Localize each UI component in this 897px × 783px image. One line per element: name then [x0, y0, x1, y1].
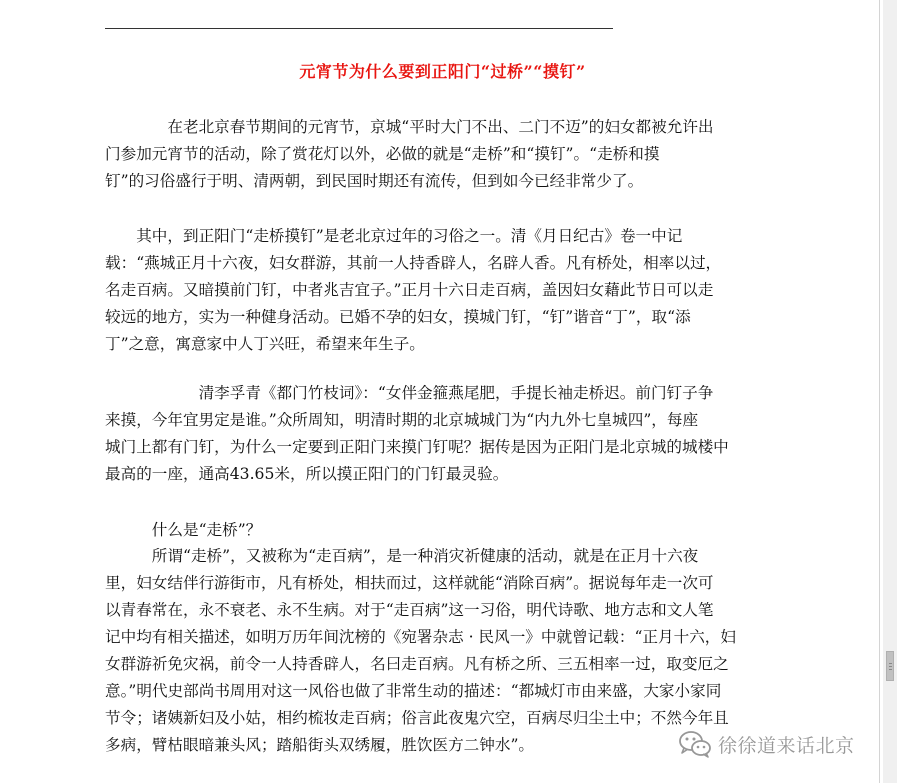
- text-line: 什么是“走桥”？: [105, 521, 262, 539]
- text-line: 较远的地方，实为一种健身活动。已婚不孕的妇女，摸城门钉，“钉”谐音“丁”，取“添: [105, 308, 691, 326]
- text-line: 钉”的习俗盛行于明、清两朝，到民国时期还有流传，但到如今已经非常少了。: [105, 172, 644, 190]
- text-line: 多病，臂枯眼暗兼头风；踏船街头双绣履，胜饮医方二钟水”。: [105, 736, 535, 754]
- watermark: [678, 727, 855, 761]
- text-line: 记中均有相关描述，如明万历年间沈榜的《宛署杂志 · 民风一》中就曾记载：“正月十六，妇: [105, 628, 736, 646]
- text-line: 里，妇女结伴行游街市，凡有桥处，相扶而过，这样就能“消除百病”。据说每年走一次可: [105, 574, 714, 592]
- text-line: 在老北京春节期间的元宵节，京城“平时大门不出、二门不迈”的妇女都被允许出: [105, 118, 714, 136]
- vertical-scrollbar[interactable]: [883, 0, 897, 783]
- article-title: 元宵节为什么要到正阳门“过桥”“摸钉”: [299, 62, 586, 81]
- text-line: 意。”明代史部尚书周用对这一风俗也做了非常生动的描述：“都城灯市由来盛，大家小家同: [105, 682, 722, 700]
- text-line: 所谓“走桥”，又被称为“走百病”，是一种消灾祈健康的活动，就是在正月十六夜: [105, 547, 699, 565]
- paragraph-3: [105, 380, 785, 488]
- paragraph-1: [105, 114, 785, 195]
- text-line: 女群游祈免灾祸，前令一人持香辟人，名曰走百病。凡有桥之所、三五相率一过，取变厄之: [105, 655, 729, 673]
- text-line: 丁”之意，寓意家中人丁兴旺，希望来年生子。: [105, 335, 425, 353]
- paragraph-2: [105, 223, 785, 358]
- text-line: 节令；诸姨新妇及小姑，相约梳妆走百病；俗言此夜鬼穴空，百病尽归尘土中；不然今年且: [105, 709, 729, 727]
- text-line: 载：“燕城正月十六夜，妇女群游，其前一人持香辟人，名辟人香。凡有桥处，相率以过，: [105, 254, 722, 272]
- text-line: 以青春常在，永不衰老、永不生病。对于“走百病”这一习俗，明代诗歌、地方志和文人笔: [105, 601, 714, 619]
- text-line: 清李孚青《都门竹枝词》：“女伴金箍燕尾肥，手提长袖走桥迟。前门钉子争: [105, 384, 714, 402]
- text-line: 来摸，今年宜男定是谁。”众所周知，明清时期的北京城城门为“内九外七皇城四”，每座: [105, 411, 699, 429]
- watermark-text: 徐徐道来话北京: [718, 734, 855, 757]
- text-line: 门参加元宵节的活动，除了赏花灯以外，必做的就是“走桥”和“摸钉”。“走桥和摸: [105, 145, 660, 163]
- top-divider: [105, 28, 613, 29]
- page-border: [879, 0, 880, 783]
- text-line: 城门上都有门钉，为什么一定要到正阳门来摸门钉呢？据传是因为正阳门是北京城的城楼中: [105, 438, 729, 456]
- text-line: 最高的一座，通高43.65米，所以摸正阳门的门钉最灵验。: [105, 465, 509, 483]
- scrollbar-thumb[interactable]: [886, 651, 894, 681]
- wechat-icon: [678, 730, 712, 758]
- text-line: 其中，到正阳门“走桥摸钉”是老北京过年的习俗之一。清《月日纪古》卷一中记: [105, 227, 683, 245]
- subheading-what-is-zouqiao: [105, 517, 785, 544]
- text-line: 名走百病。又暗摸前门钉，中者兆吉宜子。”正月十六日走百病，盖因妇女藉此节日可以走: [105, 281, 714, 299]
